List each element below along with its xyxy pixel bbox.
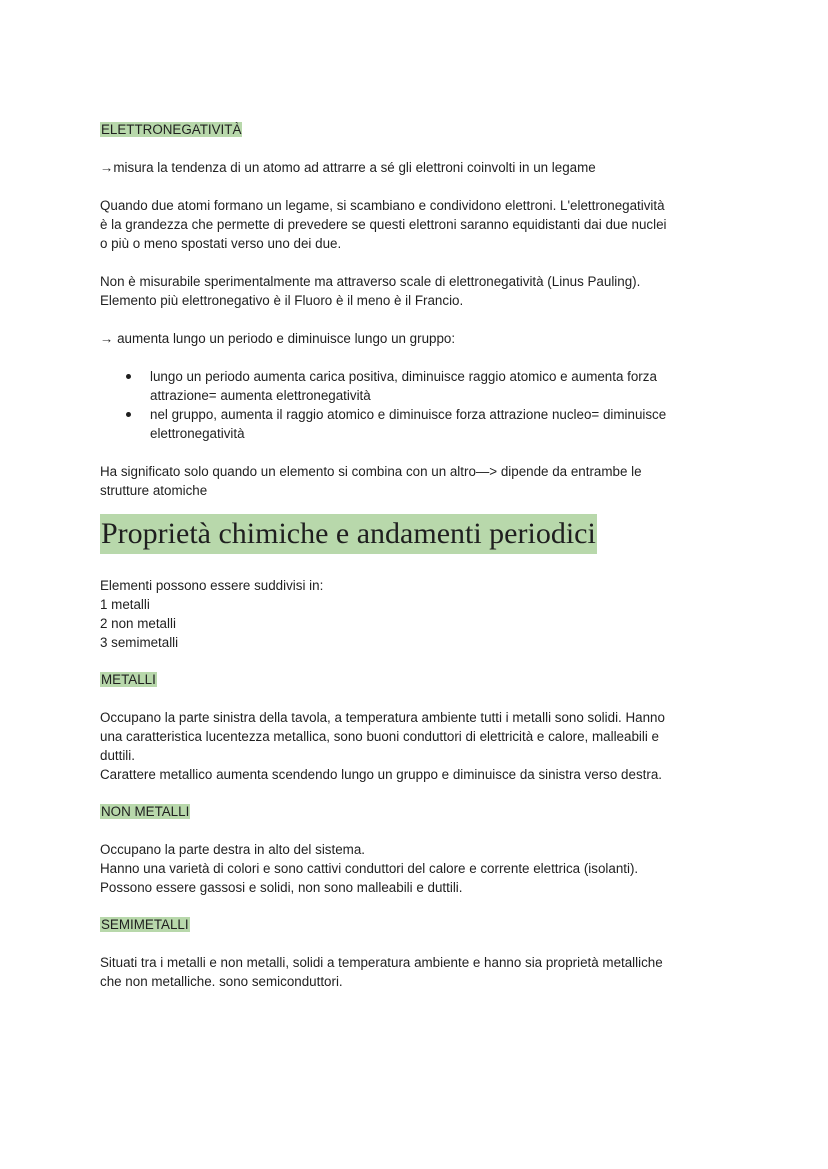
text-line: Occupano la parte sinistra della tavola, a temperatura ambiente tutti i metalli sono solidi. Hanno: [100, 710, 665, 725]
text-line: Ha significato solo quando un elemento si combina con un altro—> dipende da entrambe le: [100, 464, 642, 479]
paragraph-significato: [100, 462, 730, 500]
text-line: Carattere metallico aumenta scendendo lungo un gruppo e diminuisce da sinistra verso destra.: [100, 767, 662, 782]
list-item: [100, 405, 730, 443]
text-line: Quando due atomi formano un legame, si scambiano e condividono elettroni. L'elettronegatività: [100, 198, 665, 213]
text-line: Elemento più elettronegativo è il Fluoro è il meno è il Francio.: [100, 293, 464, 308]
text-line: elettronegatività: [150, 426, 245, 441]
text-line: Occupano la parte destra in alto del sistema.: [100, 842, 365, 857]
text-line: strutture atomiche: [100, 483, 208, 498]
text-line: duttili.: [100, 748, 135, 763]
definition-line: →misura la tendenza di un atomo ad attrarre a sé gli elettroni coinvolti in un legame: [100, 160, 596, 175]
section-label-metalli: METALLI: [101, 672, 156, 687]
list-item: 2 non metalli: [100, 616, 176, 631]
list-item: [100, 367, 730, 405]
trend-line: → aumenta lungo un periodo e diminuisce lungo un gruppo:: [100, 331, 456, 346]
section-label-non-metalli: NON METALLI: [101, 804, 190, 819]
paragraph-misurabile: [100, 272, 730, 310]
trend-bullet-list: [100, 367, 730, 443]
text-line: Elementi possono essere suddivisi in:: [100, 578, 324, 593]
paragraph-metalli: [100, 708, 730, 784]
text-line: Hanno una varietà di colori e sono cattivi conduttori del calore e corrente elettrica (isolanti).: [100, 861, 639, 876]
document-page: [100, 120, 730, 991]
text-line: lungo un periodo aumenta carica positiva, diminuisce raggio atomico e aumenta forza: [150, 369, 657, 384]
text-line: Possono essere gassosi e solidi, non sono malleabili e duttili.: [100, 880, 463, 895]
list-item: 1 metalli: [100, 597, 150, 612]
text-line: Situati tra i metalli e non metalli, solidi a temperatura ambiente e hanno sia proprietà metalliche: [100, 955, 663, 970]
classification-list: [100, 576, 730, 652]
text-line: Non è misurabile sperimentalmente ma attraverso scale di elettronegatività (Linus Pauling).: [100, 274, 641, 289]
text-line: una caratteristica lucentezza metallica, sono buoni conduttori di elettricità e calore, malleabili e: [100, 729, 659, 744]
paragraph-semimetalli: [100, 953, 730, 991]
section-label-semimetalli: SEMIMETALLI: [101, 917, 189, 932]
section-label-elettronegativita: ELETTRONEGATIVITÀ: [101, 122, 242, 137]
text-line: nel gruppo, aumenta il raggio atomico e diminuisce forza attrazione nucleo= diminuisce: [150, 407, 667, 422]
text-line: attrazione= aumenta elettronegatività: [150, 388, 371, 403]
paragraph-non-metalli: [100, 840, 730, 897]
text-line: o più o meno spostati verso uno dei due.: [100, 236, 342, 251]
paragraph-legame: [100, 196, 730, 253]
list-item: 3 semimetalli: [100, 635, 179, 650]
text-line: è la grandezza che permette di prevedere se questi elettroni saranno equidistanti dai due nuclei: [100, 217, 667, 232]
section-heading: Proprietà chimiche e andamenti periodici: [100, 514, 597, 554]
text-line: che non metalliche. sono semiconduttori.: [100, 974, 343, 989]
